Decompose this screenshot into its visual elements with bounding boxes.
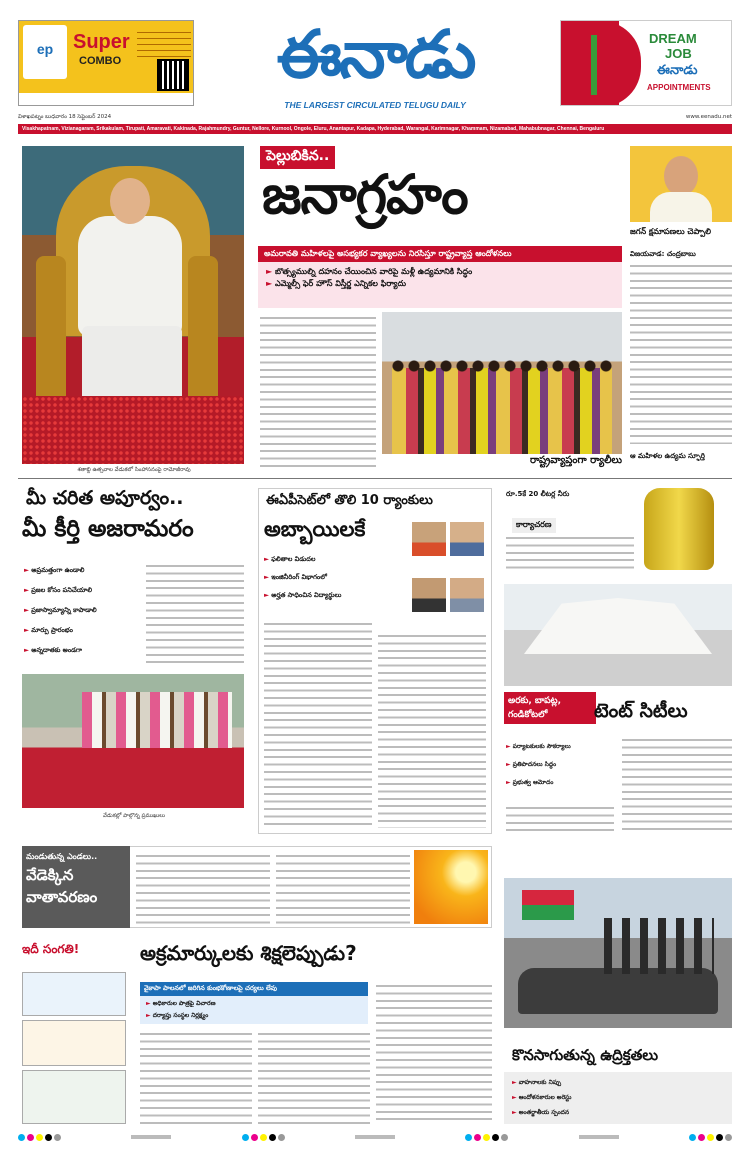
cbn-head: [664, 156, 698, 196]
eapcet-bullet: ► అర్హత సాధించిన విద్యార్థులు: [264, 586, 408, 604]
topper-photo: [412, 578, 446, 612]
ad-appointments: APPOINTMENTS: [647, 83, 711, 92]
lead-rally-photo[interactable]: [382, 312, 622, 454]
ad-details: [137, 27, 191, 57]
water-can-icon: [644, 488, 714, 570]
person-head: [110, 178, 150, 224]
eapcet-bullet: ► ఫలితాల విడుదల: [264, 550, 408, 568]
history-bullet: ► ప్రజల కోసం పనిచేయాలి: [24, 580, 140, 600]
unrest-headline: కొనసాగుతున్న ఉద్రిక్తతలు: [512, 1046, 659, 1064]
eapcet-body-right: [378, 632, 486, 828]
divider: [18, 478, 732, 479]
ad-logo-text: ep: [36, 41, 54, 57]
tent-shape: [524, 598, 712, 654]
ad-eenadu: ఈనాడు: [657, 63, 698, 78]
crime-bullet: ► దర్యాప్తు సంస్థల నిర్లక్ష్యం: [146, 1010, 362, 1022]
right-col-sub: విజయవాడ: చంద్రబాబు: [630, 250, 696, 258]
dateline-right[interactable]: www.eenadu.net: [685, 114, 732, 120]
history-headline-1: మీ చరిత అపూర్వం..: [26, 487, 184, 509]
tent-body-right: [622, 736, 732, 834]
lead-kicker: పెల్లుబికిన..: [260, 146, 335, 169]
crime-headline: అక్రమార్కులకు శిక్షలెప్పుడు?: [140, 941, 357, 965]
history-bullet: ► అన్నదాతకు అండగా: [24, 640, 140, 660]
lead-headline: జనాగ్రహం: [262, 163, 468, 226]
lead-left-photo[interactable]: [22, 146, 244, 464]
ad-d-shape: [601, 21, 641, 106]
cartoon-panel: [22, 1020, 126, 1066]
color-dots: [242, 1134, 285, 1141]
eapcet-bullets: [264, 550, 408, 604]
qr-code-icon: [159, 61, 187, 89]
tent-bullet: ► పర్యాటకులకు సౌకర్యాలు: [506, 738, 614, 756]
lead-bullet: ► బొత్స్యముల్ని దహనం చేయించిన వారిపై మళ్లీ ఉద్యమానికి సిద్ధం: [266, 266, 614, 278]
water-body: [506, 534, 634, 572]
color-dots: [689, 1134, 732, 1141]
burnt-car: [518, 968, 718, 1014]
history-bullet: ► అప్రమత్తంగా ఉండాలి: [24, 560, 140, 580]
water-heading: రూ.5కే 20 లీటర్ల నీరు: [506, 490, 570, 498]
unrest-bullet: ► అంతర్జాతీయ స్పందన: [512, 1105, 724, 1120]
masthead-ad-right[interactable]: [560, 20, 732, 106]
ad-dream: DREAM: [649, 31, 697, 46]
eapcet-headline-1: ఈఏపీసెట్‌లో తొలి 10 ర్యాంకులు: [266, 493, 433, 508]
sun-thermometer-image: [414, 850, 488, 924]
lead-subhead: అమరావతి మహిళలపై అసభ్యకర వ్యాఖ్యలను నిరసిస్తూ రాష్ట్రవ్యాప్త ఆందోళనలు: [258, 246, 622, 263]
unrest-bullet: ► వాహనాలకు నిప్పు: [512, 1075, 724, 1090]
topper-photo: [412, 522, 446, 556]
unrest-bullet: ► ఆందోళనకారుల అరెస్టు: [512, 1090, 724, 1105]
right-col-text: [630, 262, 732, 444]
tent-body-left: [506, 804, 614, 834]
unrest-photo[interactable]: [504, 878, 732, 1028]
weather-line-3: వాతావరణం: [26, 888, 98, 906]
event-people: [82, 692, 232, 748]
history-photo-caption: వేడుకల్లో పాల్గొన్న ప్రముఖులు: [102, 813, 166, 819]
weather-line-1: మండుతున్న ఎండలు..: [26, 852, 98, 861]
tent-bullet: ► ప్రభుత్వ ఆమోదం: [506, 774, 614, 792]
lead-bullets-box: [258, 262, 622, 308]
color-dots: [18, 1134, 61, 1141]
weather-line-2: వేడెక్కిన: [26, 866, 74, 884]
logo-badge: [23, 25, 67, 79]
history-bullets: [24, 560, 140, 660]
eapcet-headline-2: అబ్బాయిలకే: [264, 517, 366, 541]
editions-bar: [18, 124, 732, 134]
lead-bullet: ► ఎమ్మెల్సీ ఫెర్ హౌస్ విస్తీర్ణ ఎన్నికల ఫిర్యాదు: [266, 278, 614, 290]
person-torso: [78, 216, 182, 336]
weather-title-box: [22, 846, 130, 928]
crime-bullet: ► అధికారుల పాత్రపై విచారణ: [146, 998, 362, 1010]
lead-body-text: [260, 314, 376, 470]
cartoon-panel: [22, 1070, 126, 1124]
unrest-bullets-box: [504, 1072, 732, 1124]
topper-photo: [450, 522, 484, 556]
weather-body-1: [136, 852, 270, 924]
dateline-left: విశాఖపట్నం బుధవారం 18 సెప్టెంబర్ 2024: [18, 114, 112, 120]
cbn-photo[interactable]: [630, 146, 732, 222]
print-registration-marks: [18, 1132, 732, 1142]
weather-body-2: [276, 852, 410, 924]
gray-bar: [579, 1135, 619, 1139]
history-bullet: ► ప్రజాస్వామ్యాన్ని కాపాడాలి: [24, 600, 140, 620]
gray-bar: [355, 1135, 395, 1139]
tent-headline: టెంట్ సిటీలు: [594, 700, 688, 722]
crowd-row-1: [392, 368, 612, 454]
ad-job: JOB: [665, 46, 692, 61]
topper-photo: [450, 578, 484, 612]
ad-footer-strip: [19, 93, 193, 105]
crowd-heads: [392, 358, 612, 374]
right-col-footer: ఆ మహిళల ఉద్యమ స్ఫూర్తి: [630, 452, 705, 460]
tent-bullet: ► ప్రతిపాదనలు సిద్ధం: [506, 756, 614, 774]
left-photo-caption: శతాబ్ది ఉత్సవాల వేడుకలో సింహాసనంపై రామోజీరావు: [77, 467, 191, 473]
cartoon-label: ఇదీ సంగతి!: [22, 942, 80, 956]
crowd-people: [604, 918, 714, 974]
eapcet-bullet: ► ఇంజినీరింగ్ విభాగంలో: [264, 568, 408, 586]
crime-body-1: [140, 1030, 252, 1124]
history-body-text: [146, 562, 244, 666]
tent-kicker: అరకు, బాపట్ల, గండికోటలో: [504, 692, 596, 724]
right-col-heading: జగన్ క్షమాపణలు చెప్పాలి: [630, 227, 711, 236]
petal-floor: [22, 396, 244, 464]
tagline: THE LARGEST CIRCULATED TELUGU DAILY: [284, 100, 466, 110]
crime-body-3: [376, 982, 492, 1124]
history-event-photo[interactable]: [22, 674, 244, 808]
crime-bullets-box: [140, 996, 368, 1024]
eapcet-body-left: [264, 620, 372, 828]
gray-bar: [131, 1135, 171, 1139]
ladder-icon: [591, 35, 597, 95]
flag-icon: [522, 890, 574, 920]
crime-sub: వైకాపా పాలనలో జరిగిన కుంభకోణాలపై చర్యలు లేవు: [140, 982, 368, 996]
color-dots: [465, 1134, 508, 1141]
editions-text: Visakhapatnam, Vizianagaram, Srikakulam, Tirupati, Amaravati, Kakinada, Rajahmundry, Guntur, Nellore, Kurnool, Ongole, Eluru, Anantapur, Kadapa, Hyderabad, Warangal, Karimnagar, Khammam, Nizamabad, Mahabubnagar, Chennai, Bengaluru: [22, 126, 605, 132]
ad-sub: COMBO: [79, 55, 122, 67]
newspaper-title: ఈనాడు: [276, 16, 474, 93]
rally-photo-caption: రాష్ట్రవ్యాప్తంగా ర్యాలీలు: [529, 455, 622, 466]
ad-brand: Super: [73, 31, 130, 53]
masthead-ad-left[interactable]: [18, 20, 194, 106]
tent-bullets: [506, 738, 614, 792]
cbn-torso: [650, 192, 712, 222]
history-bullet: ► మార్పు ప్రారంభం: [24, 620, 140, 640]
history-headline-2: మీ కీర్తి అజరామరం: [22, 516, 194, 542]
cartoon-panel: [22, 972, 126, 1016]
water-sub: కార్యాచరణ: [512, 518, 556, 533]
crime-body-2: [258, 1030, 370, 1124]
tent-photo[interactable]: [504, 584, 732, 686]
